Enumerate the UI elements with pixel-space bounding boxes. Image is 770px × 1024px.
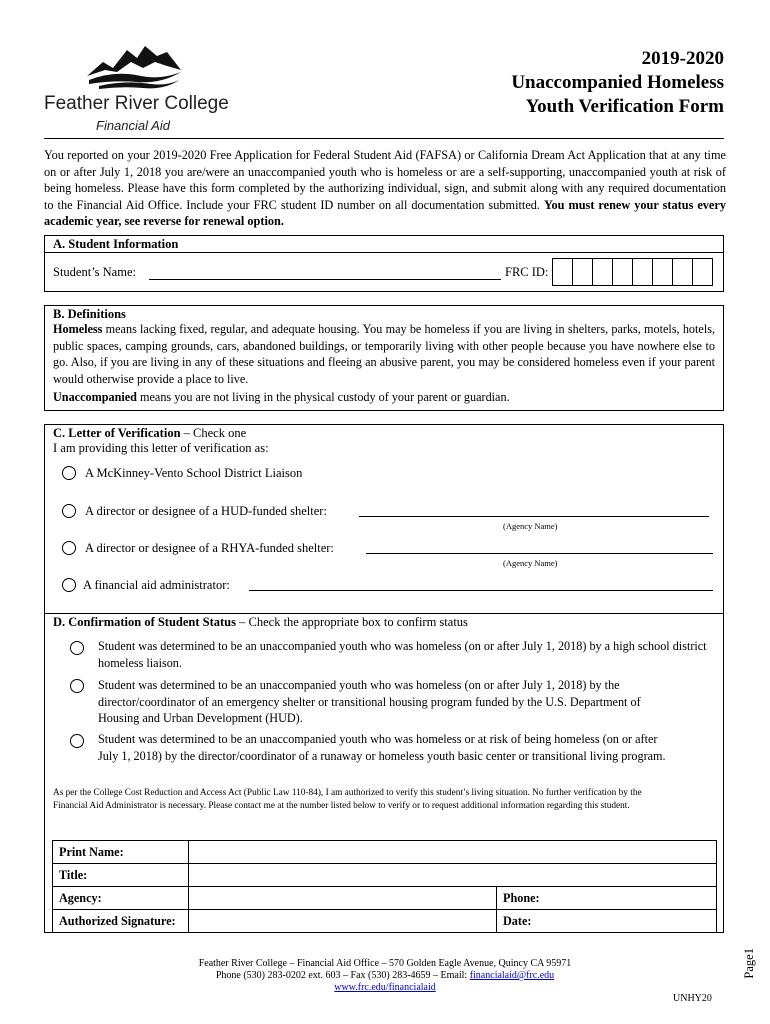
frc-id-box[interactable] [632,258,653,286]
signature-row [53,910,717,933]
option-fa-admin-label: A financial aid administrator: [83,578,230,592]
section-a-title: A. Student Information [45,236,723,253]
frc-id-box[interactable] [612,258,633,286]
frc-id-box[interactable] [592,258,613,286]
footer-email-link[interactable]: financialaid@frc.edu [469,970,555,981]
rhya-agency-name-hint: (Agency Name) [503,558,558,568]
status-option-2-radio[interactable] [70,679,84,693]
section-letter-of-verification [44,424,724,614]
agency-row [53,887,717,910]
form-code: UNHY20 [673,993,712,1004]
unaccompanied-definition [45,387,723,406]
rhya-agency-name-field[interactable] [366,553,713,554]
homeless-text: means lacking fixed, regular, and adequate housing. You may be homeless if you are living in shelters, parks, motels, hotels, public spaces, camping grounds, cars, abandoned buildings, or temporarily living with other people because you have nowhere else to go. Also, if you are living in any of these situations and fleeing an abusive parent, you may be considered homeless even if your parent would otherwise provide a place to live. [53,322,716,386]
title-line-3: Youth Verification Form [525,96,724,117]
status-option-3-label: Student was determined to be an unaccompanied youth who was homeless or at risk of being homeless (on or after July 1, 2018) by the director/coordinator of a runaway or homeless youth basic center or transitional living program. [98,732,666,763]
title-year: 2019-2020 [641,48,724,69]
print-name-row [53,841,717,864]
agency-label: Agency: [53,887,189,910]
section-c-header [45,425,723,442]
intro-renewal-note: You must renew your status every academic year, see reverse for renewal option. [44,197,726,228]
fa-admin-name-field[interactable] [249,590,713,591]
unaccompanied-text: means you are not living in the physical custody of your parent or guardian. [140,390,510,405]
date-label[interactable]: Date: [497,910,717,933]
footer-address: Feather River College – Financial Aid Office – 570 Golden Eagle Avenue, Quincy CA 95971 [198,958,572,969]
status-option-1-label: Student was determined to be an unaccompanied youth who was homeless (on or after July 1, 2018) by a high school district homeless liaison. [98,639,707,670]
financial-aid-admin-radio[interactable] [62,578,76,592]
title-line-2: Unaccompanied Homeless [511,72,724,93]
homeless-term: Homeless [53,322,103,336]
section-d-title: D. Confirmation of Student Status [53,615,237,629]
frc-id-box[interactable] [552,258,573,286]
page-number: Page1 [742,948,756,979]
title-label: Title: [53,864,189,887]
option-rhya-label: A director or designee of a RHYA-funded shelter: [85,541,334,555]
section-d-instruction: – Check the appropriate box to confirm status [239,615,468,629]
footer-phone-fax: Phone (530) 283-0202 ext. 603 – Fax (530) 283-4659 – Email: [215,970,468,981]
section-definitions [44,305,724,411]
hud-shelter-radio[interactable] [62,504,76,518]
status-option-1-radio[interactable] [70,641,84,655]
frc-id-box[interactable] [692,258,713,286]
hud-agency-name-hint: (Agency Name) [503,521,558,531]
option-liaison-label: A McKinney-Vento School District Liaison [85,466,303,480]
signature-table [52,840,717,933]
section-c-instruction: – Check one [183,426,247,440]
agency-field[interactable] [189,887,497,910]
footer [0,958,770,994]
title-field[interactable] [189,864,717,887]
intro-text: You reported on your 2019-2020 Free Application for Federal Student Aid (FAFSA) or California Dream Act Application that at any time on or after July 1, 2018 you are/were an unaccompanied youth who is homeless or are a self-supporting, unaccompanied youth at risk of being homeless. Please have this form completed by the authorizing individual, sign, and submit along with any required documentation to the Financial Aid Office. Include your FRC student ID number on all documentation submitted. [44,148,726,212]
financial-aid-label: Financial Aid [96,118,170,133]
frc-id-box[interactable] [572,258,593,286]
authorized-signature-field[interactable] [189,910,497,933]
print-name-field[interactable] [189,841,717,864]
option-hud-label: A director or designee of a HUD-funded shelter: [85,504,327,518]
student-name-label: Student’s Name: [53,265,136,279]
frc-id-label: FRC ID: [505,265,549,279]
status-option-2-label: Student was determined to be an unaccompanied youth who was homeless (on or after July 1, 2018) by the director/coordinator of an emergency shelter or transitional housing program funded by the U.S. Department of Housing and Urban Development (HUD). [98,678,641,726]
form-title [511,47,724,119]
intro-paragraph [44,147,726,230]
section-c-title: C. Letter of Verification [53,426,181,440]
phone-label[interactable]: Phone: [497,887,717,910]
frc-id-box[interactable] [652,258,673,286]
footer-website-link[interactable]: www.frc.edu/financialaid [334,982,436,993]
attestation-text: As per the College Cost Reduction and Access Act (Public Law 110-84), I am authorized to verify this student’s living situation. No further verification by the Financial Aid Administrator is necessary. Please contact me at the number listed below to verify or to request additional information regarding this student. [53,788,642,811]
college-name: Feather River College [44,93,229,114]
liaison-radio[interactable] [62,466,76,480]
frc-id-box[interactable] [672,258,693,286]
footer-contact [0,970,770,982]
student-name-field[interactable] [149,279,501,280]
mountain-logo-icon [85,40,185,90]
section-d-header [45,614,723,631]
hud-agency-name-field[interactable] [359,516,709,517]
status-option-3-radio[interactable] [70,734,84,748]
homeless-definition [45,321,723,387]
section-student-information [44,235,724,292]
authorized-signature-label: Authorized Signature: [53,910,189,933]
unaccompanied-term: Unaccompanied [53,390,137,405]
header-divider [44,138,724,139]
section-b-title: B. Definitions [53,307,126,321]
section-c-intro: I am providing this letter of verification as: [53,441,269,455]
frc-id-field[interactable] [553,258,713,286]
title-row [53,864,717,887]
print-name-label: Print Name: [53,841,189,864]
rhya-shelter-radio[interactable] [62,541,76,555]
